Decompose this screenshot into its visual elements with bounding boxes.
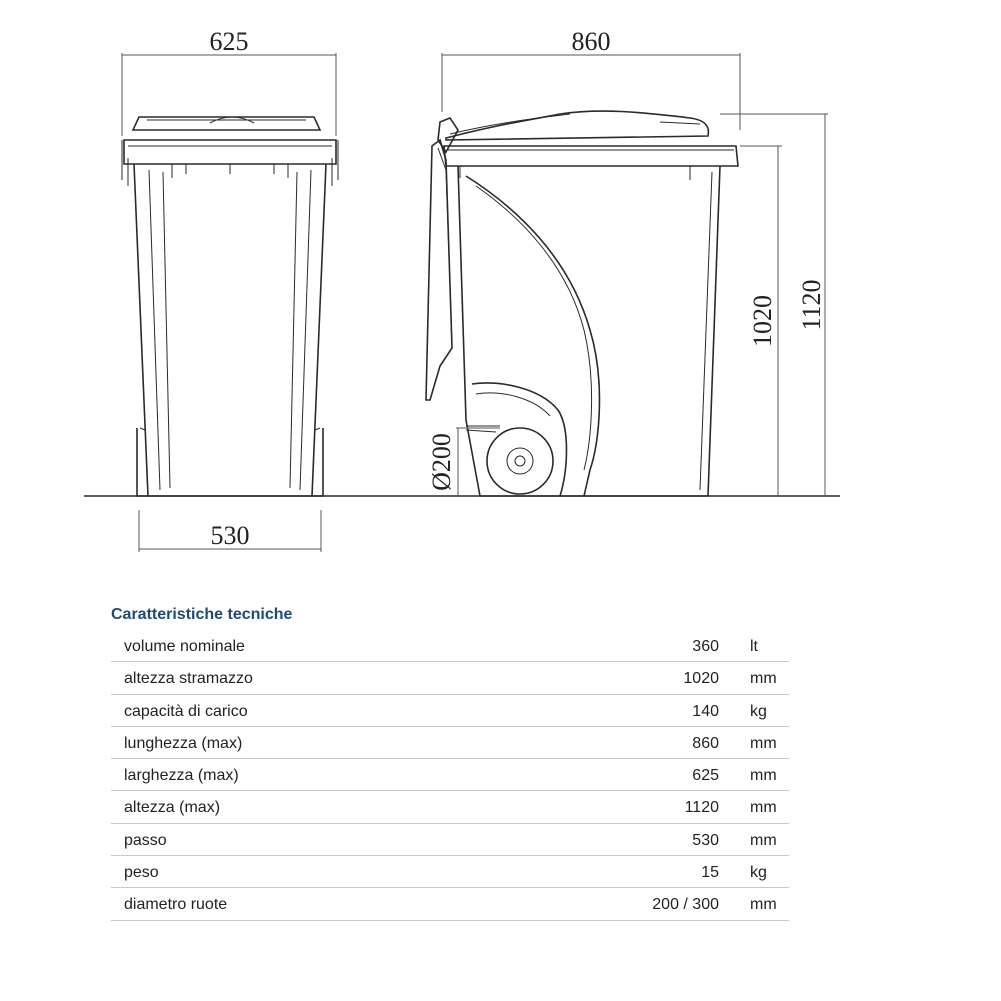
spec-unit: mm: [750, 734, 777, 752]
spec-row: [111, 888, 789, 920]
dim-1020-label: 1020: [748, 295, 777, 347]
spec-unit: mm: [750, 896, 777, 914]
spec-row: [111, 759, 789, 791]
spec-label: altezza (max): [124, 799, 221, 817]
spec-label: peso: [124, 864, 159, 882]
spec-table-title: Caratteristiche tecniche: [111, 606, 293, 623]
spec-row: [111, 791, 789, 823]
spec-row: [111, 630, 789, 662]
spec-row: [111, 695, 789, 727]
spec-unit: mm: [750, 767, 777, 785]
spec-label: diametro ruote: [124, 896, 228, 914]
spec-value: 1020: [683, 670, 719, 688]
spec-label: larghezza (max): [124, 767, 239, 785]
spec-value: 530: [692, 831, 719, 849]
spec-row: [111, 662, 789, 694]
spec-value: 15: [701, 864, 719, 882]
spec-label: altezza stramazzo: [124, 670, 253, 688]
spec-unit: mm: [750, 799, 777, 817]
spec-unit: mm: [750, 670, 777, 688]
spec-label: capacità di carico: [124, 702, 248, 720]
spec-label: volume nominale: [124, 638, 245, 655]
dimension-860: [442, 27, 740, 130]
spec-row: [111, 727, 789, 759]
spec-value: 140: [692, 702, 719, 720]
dim-1120-label: 1120: [797, 279, 826, 331]
front-view-bin: [122, 117, 338, 496]
spec-value: 860: [692, 734, 719, 752]
spec-value: 625: [692, 767, 719, 785]
spec-row: [111, 856, 789, 888]
spec-value: 360: [692, 638, 719, 655]
spec-unit: lt: [750, 638, 758, 655]
spec-value: 1120: [684, 799, 719, 817]
dim-860-label: 860: [571, 27, 611, 56]
spec-label: passo: [124, 831, 167, 849]
spec-table: [111, 604, 789, 921]
side-view-bin: [426, 111, 738, 496]
spec-value: 200 / 300: [652, 896, 719, 914]
spec-unit: kg: [750, 702, 767, 720]
dim-530-label: 530: [210, 521, 250, 550]
dim-625-label: 625: [209, 27, 249, 56]
dimension-wheel-diameter: [427, 428, 500, 496]
spec-unit: mm: [750, 831, 777, 849]
spec-row: [111, 824, 789, 856]
spec-label: lunghezza (max): [124, 734, 243, 752]
dimension-1020: [740, 146, 782, 496]
dimension-530: [139, 510, 321, 552]
dim-wheel-label: Ø200: [427, 433, 456, 491]
spec-unit: kg: [750, 864, 767, 882]
